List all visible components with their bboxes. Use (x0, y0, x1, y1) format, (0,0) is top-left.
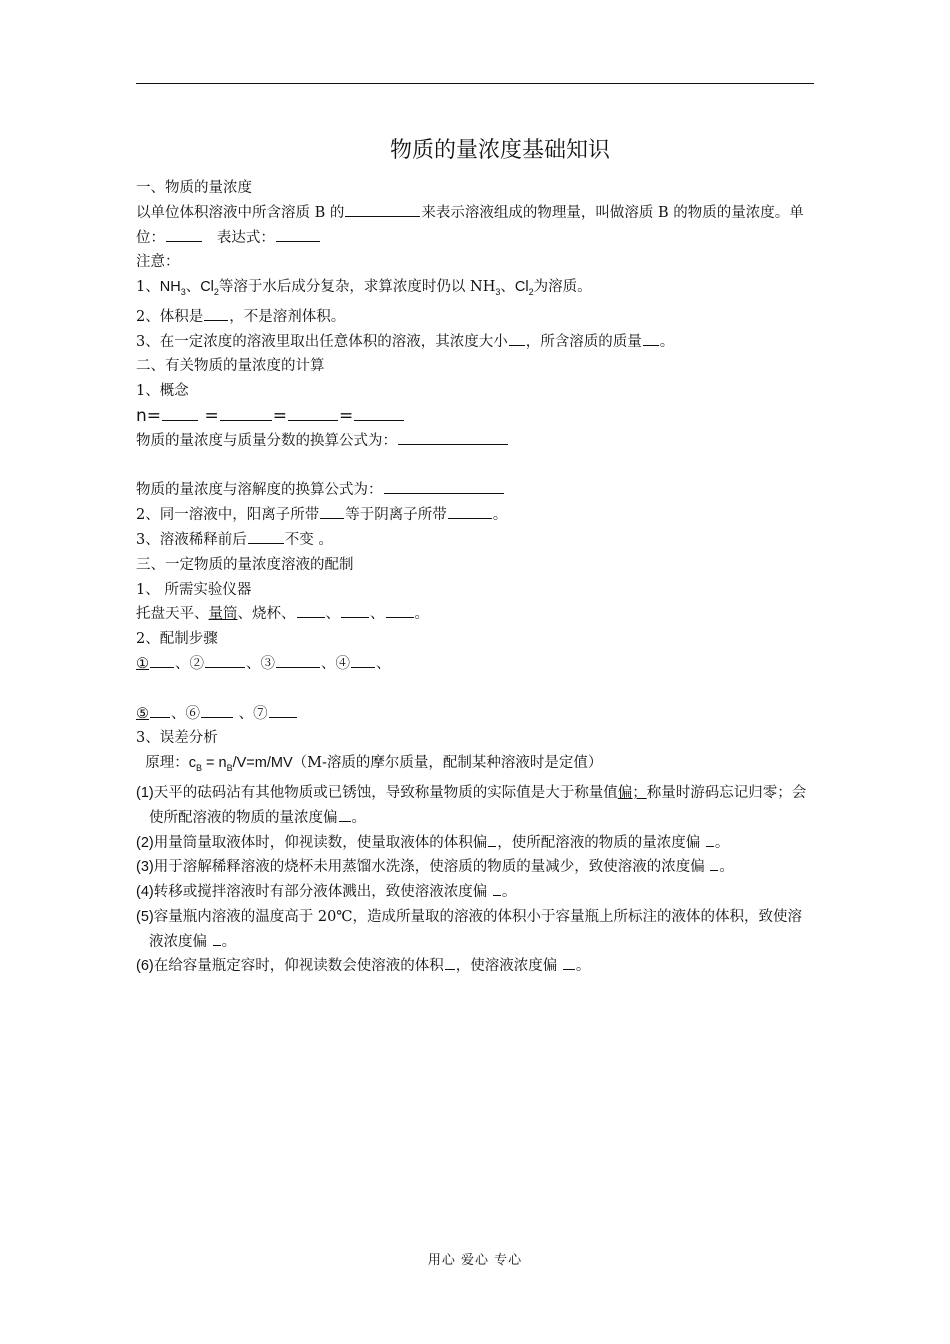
header-rule (136, 83, 814, 84)
formula-text: = n (201, 755, 227, 772)
subscript: B (226, 763, 233, 774)
subscript: 2 (213, 287, 219, 298)
note-text: 2、体积是 (136, 308, 204, 325)
spacer (136, 677, 816, 702)
fill-blank[interactable] (445, 955, 455, 970)
item-text: 。 (714, 834, 730, 851)
item-number: (2) (136, 834, 154, 851)
subscript: 2 (528, 287, 534, 298)
principle-label: 原理： (145, 755, 189, 772)
item-text: 天平的砝码沾有其他物质或已锈蚀，导致称量物质的实际值是大于称量值 (153, 784, 618, 801)
concept-item: 1、概念 (136, 383, 189, 400)
note-number: 1、 (136, 279, 160, 296)
fill-blank[interactable] (248, 529, 284, 544)
formula-text: 、Cl (185, 279, 214, 296)
note-2 (136, 305, 816, 330)
fill-blank[interactable] (201, 703, 233, 718)
steps-row-1 (136, 652, 816, 677)
fill-blank[interactable] (493, 881, 501, 896)
fill-blank[interactable] (162, 406, 198, 421)
item-number: (5) (136, 908, 154, 925)
page-title: 物质的量浓度基础知识 (389, 138, 610, 163)
subscript: B (195, 763, 202, 774)
fill-blank[interactable] (220, 406, 272, 421)
formula-text: n= (136, 406, 162, 427)
section-3-heading: 三、一定物质的量浓度溶液的配制 (136, 556, 354, 573)
subscript: 3 (495, 287, 501, 298)
fill-blank[interactable] (341, 603, 369, 618)
instruments-list (136, 602, 816, 627)
step-marker: ① (136, 656, 149, 673)
formula-text: c (188, 755, 196, 772)
item-text: 容量瓶内溶液的温度高于 20℃，造成所量取的溶液的体积小于容量瓶上所标注的液体的体积，致使溶液浓度偏 (149, 908, 803, 950)
note-text: 3、在一定浓度的溶液里取出任意体积的溶液，其浓度大小 (136, 333, 508, 350)
separator: 、 (376, 656, 391, 673)
step-marker: ⑦ (253, 705, 268, 722)
item-text: 托盘天平、 (136, 606, 209, 623)
error-item-1 (136, 781, 816, 831)
charge-balance-item (136, 503, 816, 528)
underlined-text: 偏； (617, 784, 647, 801)
item-number: (6) (136, 958, 154, 975)
fill-blank[interactable] (488, 832, 496, 847)
note-text: ，不是溶剂体积。 (229, 308, 346, 325)
fill-blank[interactable] (384, 479, 504, 494)
principle-note: （M-溶质的摩尔质量，配制某种溶液时是定值） (292, 755, 603, 772)
item-text: 在给容量瓶定容时，仰视读数会使溶液的体积 (153, 958, 444, 975)
section-2-heading: 二、有关物质的量浓度的计算 (136, 358, 325, 375)
note-text: 等溶于水后成分复杂，求算浓度时仍以 NH (218, 279, 496, 296)
conversion-mass-fraction (136, 429, 816, 454)
item-number: (4) (136, 884, 154, 901)
note-3 (136, 330, 816, 355)
spacer (136, 454, 816, 479)
conversion-text: 物质的量浓度与质量分数的换算公式为： (136, 432, 397, 449)
fill-blank[interactable] (643, 331, 659, 346)
fill-blank[interactable] (205, 653, 245, 668)
item-text: ，使所配溶液的物质的量浓度偏 (497, 834, 705, 851)
fill-blank[interactable] (398, 430, 508, 445)
fill-blank[interactable] (320, 504, 344, 519)
separator: 、 (171, 705, 186, 722)
fill-blank[interactable] (509, 331, 525, 346)
step-marker: ⑤ (136, 705, 149, 722)
equals-sign: = (338, 406, 354, 427)
formula-text: 、Cl (500, 279, 529, 296)
subscript: 3 (180, 287, 186, 298)
step-marker: ④ (335, 656, 350, 673)
steps-row-2 (136, 702, 816, 727)
item-text: 转移或搅拌溶液时有部分液体溅出，致使溶液浓度偏 (153, 884, 492, 901)
error-item-2 (136, 831, 816, 856)
item-text: 。 (719, 859, 734, 876)
fill-blank[interactable] (269, 703, 297, 718)
item-text: 用于溶解稀释溶液的烧杯未用蒸馏水洗涤，使溶质的物质的量减少，致使溶液的浓度偏 (153, 859, 710, 876)
item-text: 2、同一溶液中，阳离子所带 (136, 507, 320, 524)
separator: 、 (370, 606, 385, 623)
fill-blank[interactable] (150, 653, 174, 668)
separator: 、 (175, 656, 190, 673)
separator: 。 (414, 606, 429, 623)
fill-blank[interactable] (345, 202, 420, 217)
item-text: 。 (492, 507, 508, 524)
step-marker: ② (189, 656, 204, 673)
separator: 、 (325, 606, 340, 623)
principle-line (136, 751, 816, 781)
fill-blank[interactable] (288, 406, 338, 421)
fill-blank[interactable] (276, 227, 320, 242)
item-text: 称量时游码忘记归零；会使所配溶液的物质的量浓度偏 (149, 784, 807, 826)
definition-text-b: 来表示溶液组成的物理量，叫做溶质 B 的物质的量浓度。单位： (136, 204, 804, 246)
item-text: 。 (575, 958, 591, 975)
fill-blank[interactable] (166, 227, 202, 242)
conversion-solubility (136, 478, 816, 503)
section-1-heading: 一、物质的量浓度 (136, 180, 252, 196)
document-body (136, 176, 816, 979)
fill-blank[interactable] (710, 856, 718, 871)
error-item-3 (136, 855, 816, 880)
formula-text: NH (159, 279, 181, 296)
note-text: ，所含溶质的质量 (525, 333, 642, 350)
item-text: 不变 。 (284, 532, 333, 549)
item-text: 等于阴离子所带 (345, 507, 447, 524)
separator: 、 (246, 656, 261, 673)
steps-item: 2、配制步骤 (136, 631, 218, 648)
underlined-text: 量筒 (208, 606, 238, 623)
item-text: 。 (351, 809, 366, 826)
fill-blank[interactable] (150, 703, 170, 718)
fill-blank[interactable] (386, 603, 414, 618)
dilution-item (136, 528, 816, 553)
item-number: (3) (136, 859, 154, 876)
fill-blank[interactable] (351, 653, 375, 668)
fill-blank[interactable] (706, 832, 714, 847)
definition-paragraph (136, 201, 816, 251)
instruments-item: 1、 所需实验仪器 (136, 581, 252, 598)
n-formula (136, 404, 816, 429)
fill-blank[interactable] (563, 955, 575, 970)
definition-text-c: 表达式： (216, 229, 275, 246)
item-text: 。 (501, 884, 517, 901)
equals-sign: = (272, 406, 287, 427)
conversion-text: 物质的量浓度与溶解度的换算公式为： (136, 482, 383, 499)
item-text: 3、溶液稀释前后 (136, 532, 247, 549)
error-analysis-item: 3、误差分析 (136, 730, 218, 747)
item-text: 。 (221, 933, 237, 950)
error-item-5 (136, 905, 816, 955)
error-item-6 (136, 954, 816, 979)
step-marker: ⑥ (185, 705, 200, 722)
separator: 、 (321, 656, 336, 673)
item-text: 、烧杯、 (237, 606, 296, 623)
separator: 、 (238, 705, 254, 722)
note-text: 。 (659, 333, 675, 350)
fill-blank[interactable] (354, 406, 404, 421)
definition-text-a: 以单位体积溶液中所含溶质 B 的 (136, 204, 345, 221)
fill-blank[interactable] (276, 653, 320, 668)
item-number: (1) (136, 784, 154, 801)
fill-blank[interactable] (297, 603, 325, 618)
fill-blank[interactable] (339, 807, 351, 822)
item-text: 用量筒量取液体时，仰视读数，使量取液体的体积偏 (153, 834, 488, 851)
equals-sign: = (204, 406, 219, 427)
formula-text: /V=m/MV (232, 755, 293, 772)
fill-blank[interactable] (448, 504, 492, 519)
note-1 (136, 275, 816, 305)
step-marker: ③ (260, 656, 275, 673)
fill-blank[interactable] (204, 306, 228, 321)
note-text: 为溶质。 (533, 279, 592, 296)
page-footer: 用心 爱心 专心 (427, 1253, 523, 1268)
item-text: ，使溶液浓度偏 (455, 958, 562, 975)
error-item-4 (136, 880, 816, 905)
note-label: 注意： (136, 254, 180, 271)
fill-blank[interactable] (213, 931, 221, 946)
